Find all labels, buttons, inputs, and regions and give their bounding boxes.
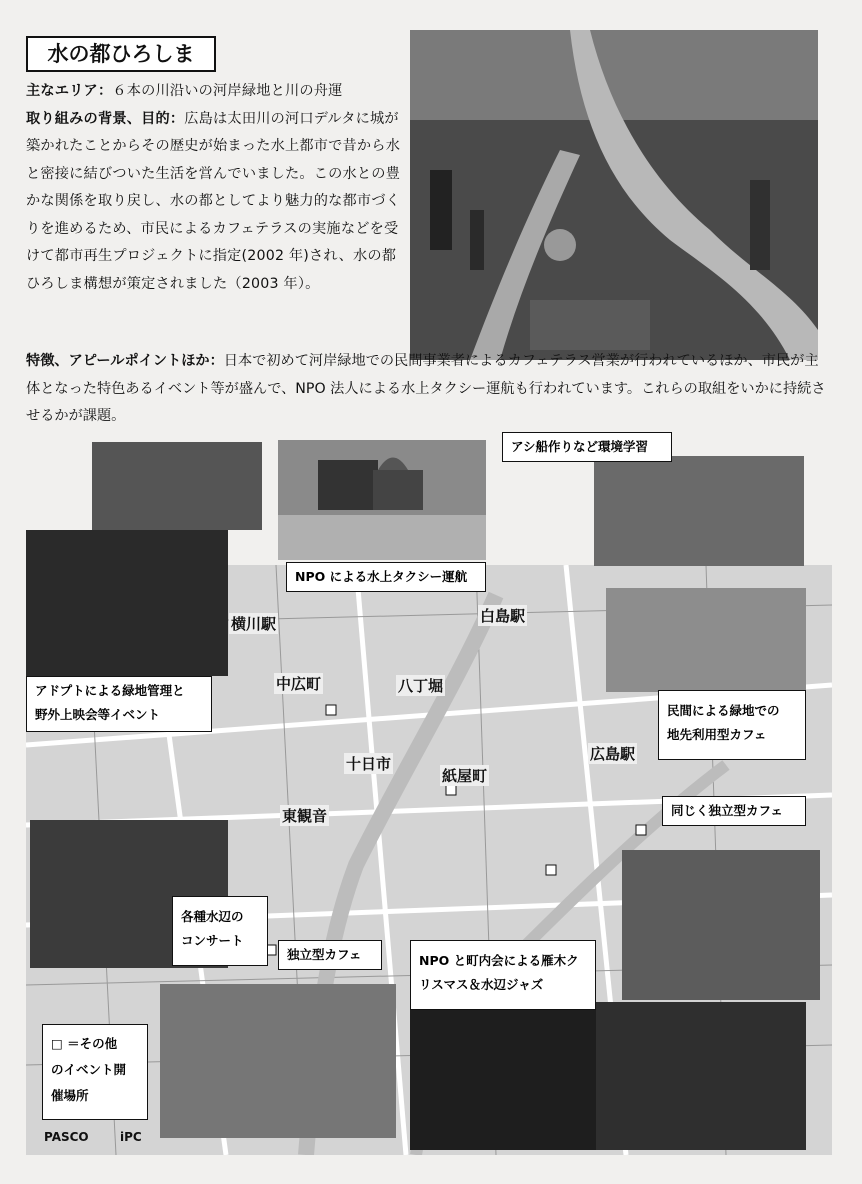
intro-text bbox=[26, 78, 404, 298]
label-christmas-line1: NPO と町内会による雁木ク bbox=[419, 953, 579, 968]
label-concert-line2: コンサート bbox=[181, 933, 244, 948]
riverside-cafe-photo bbox=[606, 588, 806, 692]
background-label: 取り組みの背景、目的： bbox=[26, 110, 185, 127]
station-nakahiromachi: 中広町 bbox=[276, 675, 322, 693]
aerial-photo-graphic bbox=[410, 30, 818, 360]
area-label: 主なエリア： bbox=[26, 83, 113, 99]
terrace-cafe-photo bbox=[160, 984, 396, 1138]
legend-line1: □ ＝その他 bbox=[51, 1036, 118, 1051]
station-yokogawa: 横川駅 bbox=[231, 615, 277, 633]
crowd-photo bbox=[92, 442, 262, 530]
features-label: 特徴、アピールポイントほか： bbox=[26, 353, 224, 369]
station-hiroshima: 広島駅 bbox=[590, 745, 636, 763]
label-concert bbox=[172, 896, 268, 966]
label-reed-boat: アシ船作りなど環境学習 bbox=[502, 432, 672, 462]
label-private-cafe bbox=[658, 690, 806, 760]
dome-graphic bbox=[278, 440, 486, 560]
features-text bbox=[26, 348, 826, 431]
jazz-night-photo bbox=[596, 1002, 806, 1150]
page-title: 水の都ひろしま bbox=[26, 36, 216, 72]
label-private-line1: 民間による緑地での bbox=[667, 703, 780, 718]
christmas-lights-photo bbox=[410, 1010, 596, 1150]
station-kamiyacho: 紙屋町 bbox=[442, 767, 488, 785]
label-christmas bbox=[410, 940, 596, 1010]
legend-line2: のイベント開 bbox=[51, 1062, 127, 1077]
background-text: 広島は太田川の河口デルタに城が築かれたことからその歴史が始まった水上都市で昔から水と密接に結びついた生活を営んでいました。この水との豊かな関係を取り戻し、水の都としてより魅力的な都市づくりを進めるため、市民によるカフェテラスの実施などを受けて都市再生プロジェクトに指定(2002 年)され、水の都ひろしま構想が策定されました（2003 年）。 bbox=[26, 110, 401, 292]
label-adopt bbox=[26, 676, 212, 732]
station-hakushima: 白島駅 bbox=[480, 607, 526, 625]
label-christmas-line2: リスマス＆水辺ジャズ bbox=[419, 977, 544, 992]
features-body: 日本で初めて河岸緑地での民間事業者によるカフェテラス営業が行われているほか、市民が主体となった特色あるイベント等が盛んで、NPO 法人による水上タクシー運航も行われています。これらの取組をいかに持続させるかが課題。 bbox=[26, 353, 826, 424]
station-hatchobori: 八丁堀 bbox=[398, 677, 444, 695]
station-tokaichi: 十日市 bbox=[346, 755, 392, 773]
dome-photo bbox=[278, 440, 486, 560]
area-text: ６本の川沿いの河岸緑地と川の舟運 bbox=[112, 83, 343, 99]
label-private-line2: 地先利用型カフェ bbox=[667, 727, 767, 742]
label-independent-same: 同じく独立型カフェ bbox=[662, 796, 806, 826]
legend-box bbox=[42, 1024, 148, 1120]
label-adopt-line2: 野外上映会等イベント bbox=[35, 707, 161, 722]
reed-boat-photo bbox=[594, 456, 804, 566]
label-concert-line1: 各種水辺の bbox=[181, 909, 244, 924]
river-walk-photo bbox=[622, 850, 820, 1000]
label-independent-cafe: 独立型カフェ bbox=[278, 940, 382, 970]
logo-ipc: iPC bbox=[120, 1130, 142, 1144]
station-higashikannon: 東観音 bbox=[282, 807, 328, 825]
night-screening-photo bbox=[26, 530, 228, 676]
label-water-taxi: NPO による水上タクシー運航 bbox=[286, 562, 486, 592]
legend-line3: 催場所 bbox=[51, 1088, 89, 1103]
label-adopt-line1: アドプトによる緑地管理と bbox=[35, 683, 185, 698]
logo-pasco: PASCO bbox=[44, 1130, 89, 1144]
aerial-city-photo bbox=[410, 30, 818, 360]
